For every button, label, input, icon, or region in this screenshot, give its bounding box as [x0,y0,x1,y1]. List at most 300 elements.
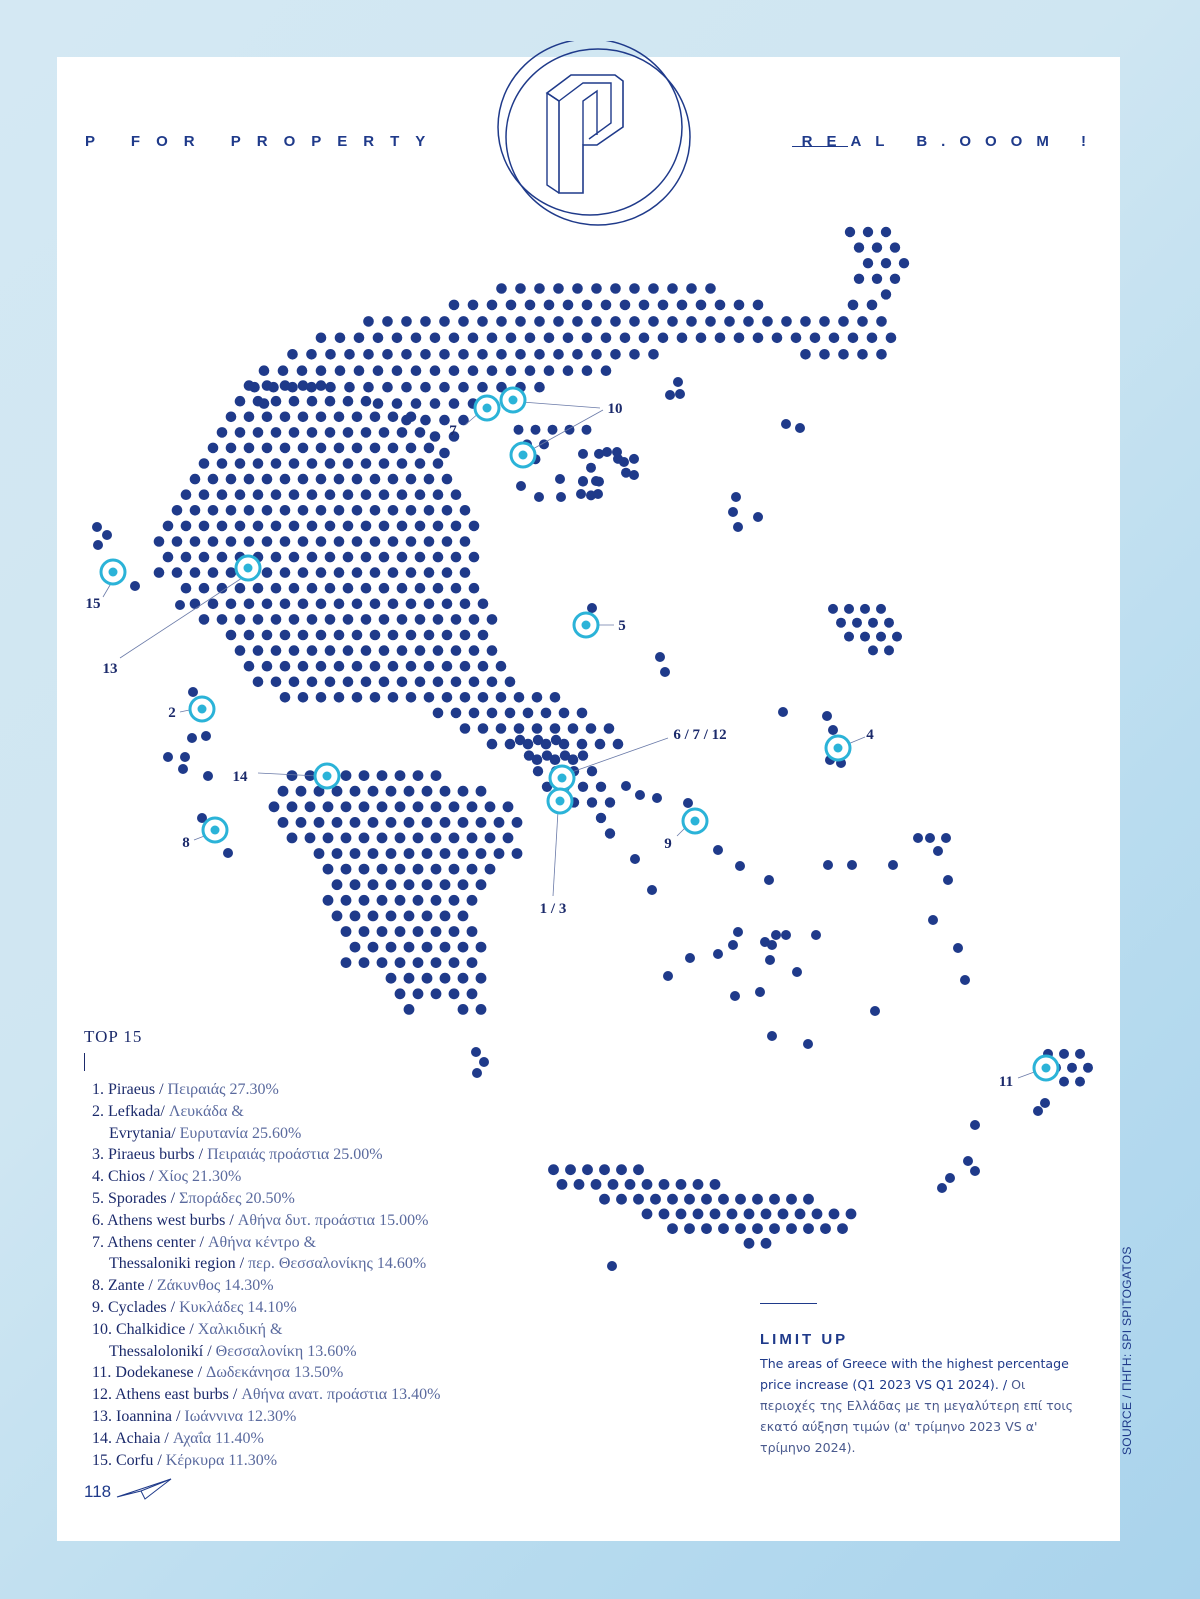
map-dot [542,750,552,760]
map-dot [755,987,765,997]
map-dot [439,349,450,360]
ranking-item [92,1232,544,1276]
map-dot [244,412,255,423]
ranking-item-continuation-english: Thessaloniki region / [109,1255,249,1273]
map-dot [574,1179,585,1190]
map-dot [696,300,707,311]
map-dot [442,536,453,547]
map-dot [677,300,688,311]
map-dot [494,848,505,859]
map-dot [431,833,442,844]
callout-label: 5 [618,618,626,634]
map-dot [705,283,716,294]
map-dot [373,398,384,409]
map-dot [937,1183,947,1193]
map-dot [630,854,640,864]
map-dot [458,911,469,922]
map-dot [262,599,273,610]
map-dot [786,1223,797,1234]
map-dot [440,973,451,984]
map-dot [577,739,588,750]
map-dot [298,412,309,423]
callout-label: 14 [232,769,248,785]
map-dot [199,583,210,594]
map-dot [395,895,406,906]
map-dot [424,474,435,485]
map-dot [226,443,237,454]
map-dot [226,630,237,641]
map-dot [323,833,334,844]
map-dot [525,300,536,311]
map-dot [506,333,517,344]
map-dot [572,283,583,294]
map-dot [271,458,282,469]
map-dot [943,875,953,885]
source-credit: SOURCE / ΠΗΓΗ: SPI SPITOGATOS [1120,1246,1134,1455]
map-dot [343,614,354,625]
map-dot [359,957,370,968]
map-dot [298,692,309,703]
map-dot [223,848,233,858]
map-dot [377,926,388,937]
map-dot [477,349,488,360]
map-dot [607,1261,617,1271]
map-dot [314,817,325,828]
map-dot [660,667,670,677]
map-dot [323,801,334,812]
map-dot [753,512,763,522]
map-dot [769,1223,780,1234]
map-dot [658,333,669,344]
map-dot [1083,1063,1093,1073]
map-dot [208,567,219,578]
map-dot [325,349,336,360]
map-dot [701,1194,712,1205]
map-dot [401,349,412,360]
map-dot [560,750,570,760]
map-dot [734,333,745,344]
map-dot [578,449,588,459]
map-dot [395,833,406,844]
map-dot [404,942,415,953]
ranking-item-greek: Ιωάννινα 12.30% [184,1407,297,1425]
map-dot [515,735,525,745]
map-dot [572,316,583,327]
map-dot [262,474,273,485]
map-dot [872,242,882,252]
map-dot [753,300,764,311]
map-dot [591,1179,602,1190]
map-dot [819,316,830,327]
map-dot [344,382,355,393]
map-dot [271,521,282,532]
map-dot [476,942,487,953]
map-dot [724,316,735,327]
map-dot [298,536,309,547]
map-dot [619,457,629,467]
map-dot [439,415,450,426]
map-dot [344,349,355,360]
map-dot [800,316,811,327]
map-dot [701,1223,712,1234]
map-dot [287,801,298,812]
map-dot [386,879,397,890]
map-dot [458,817,469,828]
map-dot [289,645,300,656]
map-dot [460,567,471,578]
map-dot [386,973,397,984]
map-dot [280,505,291,516]
map-dot [881,258,891,268]
map-dot [857,349,868,360]
map-dot [404,911,415,922]
map-dot [298,443,309,454]
map-dot [460,692,471,703]
map-dot [823,860,833,870]
map-dot [478,630,489,641]
map-dot [361,521,372,532]
map-dot [467,801,478,812]
map-dot [278,365,289,376]
map-dot [350,817,361,828]
map-dot [565,1164,576,1175]
map-dot [271,583,282,594]
ranking-item-greek: Χαλκιδική & [197,1320,283,1338]
map-dot [226,412,237,423]
map-dot [323,895,334,906]
map-dot [449,300,460,311]
map-dot [217,583,228,594]
map-dot [388,474,399,485]
map-dot [422,848,433,859]
map-dot [154,567,165,578]
map-dot [582,1164,593,1175]
map-dot [253,396,264,407]
map-dot [92,522,102,532]
map-dot [544,365,555,376]
map-dot [867,333,878,344]
map-dot [534,283,545,294]
map-dot [713,949,723,959]
map-dot [503,801,514,812]
map-dot [532,692,543,703]
map-dot [478,661,489,672]
map-dot [605,797,615,807]
map-dot [379,427,390,438]
map-dot [382,316,393,327]
map-dot [190,536,201,547]
map-dot [442,567,453,578]
map-dot [514,425,524,435]
map-dot [433,458,444,469]
map-dot [343,489,354,500]
map-dot [683,798,693,808]
map-dot [289,521,300,532]
map-dot [1075,1077,1085,1087]
map-dot [420,382,431,393]
map-dot [298,630,309,641]
map-dot [406,474,417,485]
map-dot [467,895,478,906]
map-dot [451,521,462,532]
map-dot [343,552,354,563]
map-dot [531,425,541,435]
map-dot [305,801,316,812]
map-dot [316,567,327,578]
map-dot [778,707,788,717]
map-dot [514,692,525,703]
map-dot [253,583,264,594]
map-dot [253,677,264,688]
map-dot [341,770,352,781]
ranking-item-greek: Αθήνα δυτ. προάστια 15.00% [237,1211,429,1229]
map-dot [665,390,675,400]
map-dot [613,739,624,750]
map-dot [307,427,318,438]
map-dot [733,927,743,937]
map-dot [593,489,603,499]
map-dot [341,864,352,875]
map-dot [359,895,370,906]
map-markers [86,388,1059,1090]
map-dot [392,333,403,344]
map-dot [424,443,435,454]
map-dot [363,316,374,327]
map-dot [876,316,887,327]
map-dot [533,735,543,745]
map-dot [382,382,393,393]
map-dot [325,458,336,469]
map-dot [325,382,336,393]
map-dot [334,474,345,485]
map-dot [941,833,951,843]
map-dot [565,425,575,435]
map-dot [420,349,431,360]
map-dot [857,316,868,327]
map-dot [102,530,112,540]
ranking-item-english: 12. Athens east burbs / [92,1386,242,1404]
map-dot [154,536,165,547]
map-dot [163,752,173,762]
map-dot [449,926,460,937]
map-dot [379,645,390,656]
map-dot [970,1166,980,1176]
map-dot [280,412,291,423]
map-dot [659,1179,670,1190]
map-dot [280,380,291,391]
map-dot [370,536,381,547]
caption-english: The areas of Greece with the highest percentage price increase (Q1 2023 VS Q1 2024). / [760,1356,1069,1392]
map-dot [715,333,726,344]
ranking-item [92,1166,544,1188]
map-dot [280,661,291,672]
map-dot [377,895,388,906]
map-dot [262,412,273,423]
map-dot [352,630,363,641]
map-dot [181,489,192,500]
map-dot [578,750,588,760]
location-marker-center [834,744,843,753]
map-dot [913,833,923,843]
map-dot [469,677,480,688]
map-dot [1059,1077,1069,1087]
map-dot [553,316,564,327]
location-marker-center [509,396,518,405]
map-dot [388,536,399,547]
map-dot [370,505,381,516]
map-dot [451,614,462,625]
map-dot [715,300,726,311]
ranking-item-greek: Δωδεκάνησα 13.50% [206,1364,344,1382]
map-dot [505,739,516,750]
map-dot [203,771,213,781]
map-dot [468,365,479,376]
map-dot [578,476,588,486]
map-dot [822,711,832,721]
map-dot [469,583,480,594]
map-dot [503,833,514,844]
map-dot [506,300,517,311]
map-dot [370,630,381,641]
map-dot [271,614,282,625]
map-dot [601,300,612,311]
map-dot [307,458,318,469]
map-dot [684,1223,695,1234]
map-dot [458,415,469,426]
map-dot [406,661,417,672]
map-dot [388,661,399,672]
map-dot [533,766,543,776]
map-dot [370,412,381,423]
map-dot [696,333,707,344]
map-dot [397,458,408,469]
map-dot [397,677,408,688]
map-dot [846,1209,857,1220]
map-dot [244,630,255,641]
map-dot [359,926,370,937]
map-dot [397,552,408,563]
map-dot [684,1194,695,1205]
map-dot [572,349,583,360]
map-dot [876,604,886,614]
ranking-item [92,1406,544,1428]
map-dot [551,735,561,745]
map-dot [395,926,406,937]
map-dot [199,489,210,500]
map-dot [433,521,444,532]
map-dot [867,300,878,311]
map-dot [727,1209,738,1220]
map-dot [172,536,183,547]
map-dot [460,505,471,516]
map-dot [316,630,327,641]
map-dot [886,333,897,344]
map-dot [370,567,381,578]
map-dot [287,833,298,844]
map-dot [844,604,854,614]
ranking-item-continuation-greek: Θεσσαλονίκη 13.60% [215,1342,357,1360]
map-dot [180,752,190,762]
ranking-item [92,1450,544,1472]
paper-plane-icon [115,1477,175,1503]
map-dot [819,349,830,360]
map-dot [667,316,678,327]
map-dot [451,552,462,563]
map-dot [386,848,397,859]
ranking-item-english: 5. Sporades / [92,1189,180,1207]
map-dot [487,614,498,625]
map-dot [388,443,399,454]
map-dot [415,427,426,438]
map-dot [642,1209,653,1220]
map-dot [178,764,188,774]
map-dot [620,333,631,344]
map-dot [639,333,650,344]
map-dot [848,333,859,344]
map-dot [235,427,246,438]
map-dot [439,316,450,327]
map-dot [395,770,406,781]
map-dot [244,443,255,454]
map-dot [235,396,246,407]
map-dot [868,645,878,655]
map-dot [413,801,424,812]
map-dot [460,661,471,672]
callout-label: 13 [102,661,118,677]
map-dot [781,316,792,327]
map-dot [795,1209,806,1220]
map-dot [377,801,388,812]
map-dot [496,316,507,327]
map-dot [892,632,902,642]
map-dot [397,489,408,500]
map-dot [752,1194,763,1205]
map-dot [675,389,685,399]
map-dot [667,1194,678,1205]
map-dot [803,1039,813,1049]
map-dot [582,333,593,344]
map-dot [563,333,574,344]
map-dot [289,552,300,563]
map-dot [433,614,444,625]
map-dot [553,283,564,294]
ranking-item-greek: Αθήνα ανατ. προάστια 13.40% [241,1386,441,1404]
map-dot [406,567,417,578]
map-dot [199,614,210,625]
map-dot [325,552,336,563]
map-dot [201,731,211,741]
limit-rule [760,1303,817,1304]
map-dot [496,723,507,734]
map-dot [828,604,838,614]
location-marker-center [558,774,567,783]
map-dot [352,692,363,703]
map-dot [377,864,388,875]
map-dot [316,599,327,610]
map-dot [525,333,536,344]
map-dot [316,380,327,391]
map-dot [559,708,570,719]
map-dot [872,274,882,284]
map-dot [280,599,291,610]
map-dot [217,521,228,532]
ranking-item-english: 3. Piraeus burbs / [92,1146,208,1164]
map-dot [800,349,811,360]
map-dot [172,505,183,516]
map-dot [199,552,210,563]
map-dot [226,505,237,516]
map-dot [870,1006,880,1016]
